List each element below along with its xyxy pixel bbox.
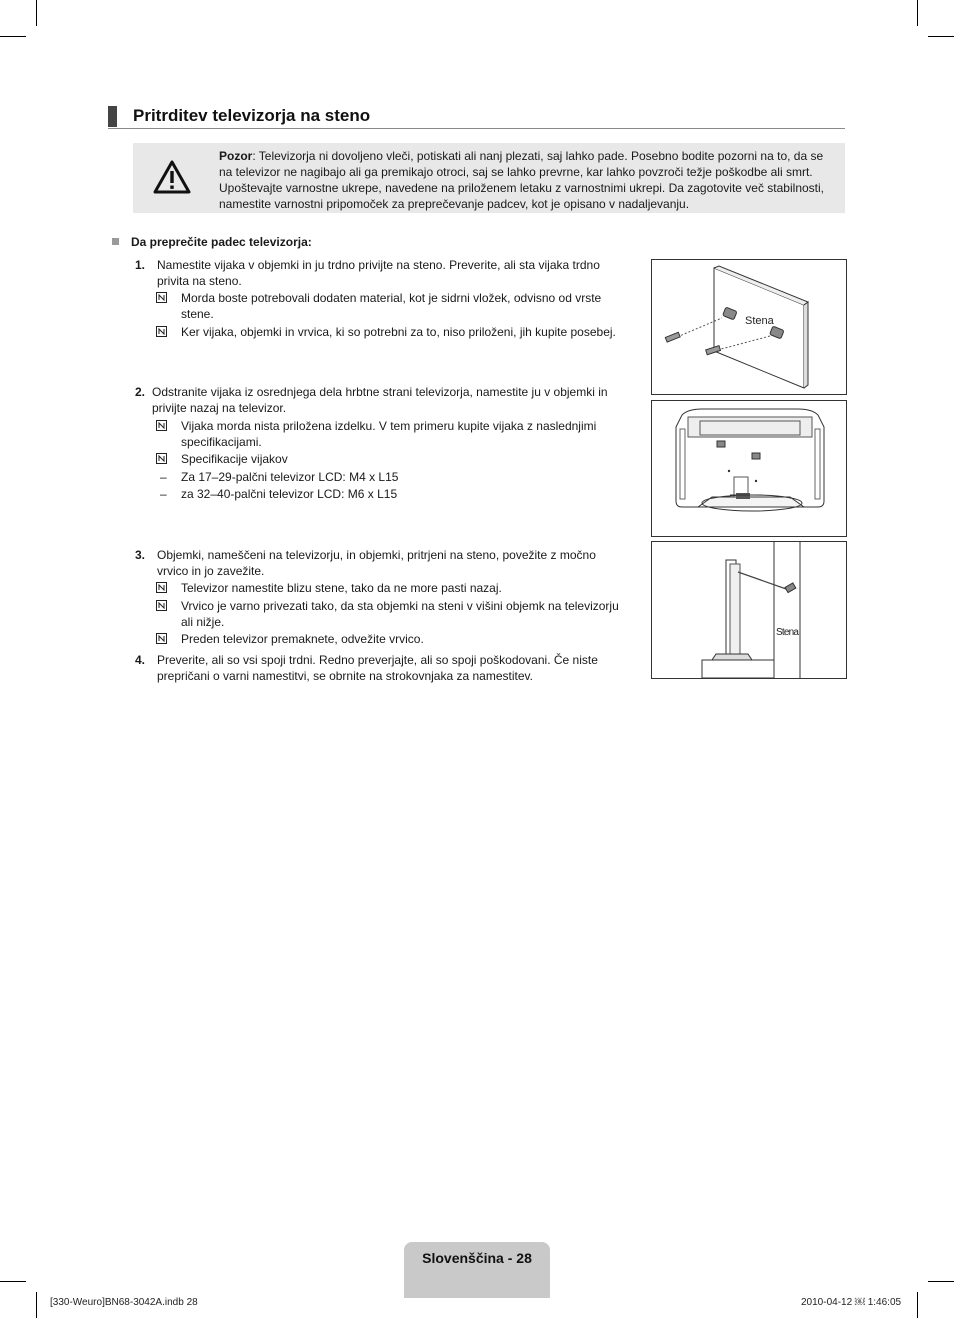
figure-wall-brackets [651,259,847,395]
wall-bracket-illustration [652,260,846,394]
caution-body: : Televizorja ni dovoljeno vleči, potiskati ali nanj plezati, saj lahko pade. Posebno bodite pozorni na to, da se na televizor ne nagibajo ali ga premikajo otroci, saj se lahko prevrne, kar lahko povzroči težje poškodbe ali smrt. Upoštevajte varnostne ukrepe, navedene na priloženem letaku z varnostnimi ukrepi. Da zagotovite več stabilnosti, namestite varnostni pripomoček za preprečevanje padcev, kot je opisano v nadaljevanju. [219,149,824,211]
wall-label: Stena [776,627,799,638]
note-icon [156,420,167,431]
title-marker-bar [108,106,117,127]
step-text: Namestite vijaka v objemki in ju trdno privijte na steno. Preverite, ali sta vijaka trdno privita na steno. [157,258,600,288]
warning-triangle-icon [153,160,191,195]
print-date-info: 2010-04-12 ￼ 1:46:05 [801,1297,902,1308]
note-text: Vrvico je varno privezati tako, da sta objemki na steni v višini objemk na televizorju ali nižje. [181,599,619,629]
step-number: 1. [135,258,146,272]
crop-mark [36,0,37,26]
step-number: 2. [135,385,146,399]
note-text: Vijaka morda nista priložena izdelku. V tem primeru kupite vijaka z naslednjimi specifikacijami. [181,419,597,449]
step-number: 4. [135,653,146,667]
note-icon [156,453,167,464]
spec-text: Za 17–29-palčni televizor LCD: M4 x L15 [181,470,399,484]
figure-tv-side [651,541,847,679]
step-text: Odstranite vijaka iz osrednjega dela hrbtne strani televizorja, namestite ju v objemki in privijte nazaj na televizor. [152,385,608,415]
wall-label: Stena [745,315,774,327]
figure-tv-back [651,400,847,537]
tv-side-illustration [652,542,846,678]
caution-label: Pozor [219,149,253,163]
note-icon [156,600,167,611]
page-title: Pritrditev televizorja na steno [133,106,371,125]
note-icon [156,633,167,644]
crop-mark [917,1292,918,1318]
note-text: Preden televizor premaknete, odvežite vrvico. [181,632,424,646]
crop-mark [36,1292,37,1318]
subheading [112,235,312,249]
note-icon [156,292,167,303]
page-number-tab [404,1242,550,1298]
note-text: Morda boste potrebovali dodaten material, kot je sidrni vložek, odvisno od vrste stene. [181,291,602,321]
screw-icon [785,583,796,593]
note-text: Specifikacije vijakov [181,452,288,466]
note-icon [156,326,167,337]
page-number: Slovenščina - 28 [422,1250,532,1266]
caution-text [219,148,835,212]
note-text: Televizor namestite blizu stene, tako da ne more pasti nazaj. [181,581,502,595]
crop-mark [928,36,954,37]
spec-text: za 32–40-palčni televizor LCD: M6 x L15 [181,487,398,501]
print-file-info: [330-Weuro]BN68-3042A.indb 28 [50,1297,198,1308]
crop-mark [0,1281,26,1282]
section-header [108,104,845,129]
crop-mark [917,0,918,26]
step-text: Preverite, ali so vsi spoji trdni. Redno preverjajte, ali so spoji poškodovani. Če niste prepričani o varni namestitvi, se obrnite na strokovnjaka za namestitev. [157,653,598,683]
note-text: Ker vijaka, objemki in vrvica, ki so potrebni za to, niso priloženi, jih kupite posebej. [181,325,616,339]
caution-box [133,143,845,213]
tv-back-illustration [652,401,846,536]
step-number: 3. [135,548,146,562]
crop-mark [928,1281,954,1282]
subheading-text: Da preprečite padec televizorja: [131,235,312,249]
crop-mark [0,36,26,37]
step-text: Objemki, nameščeni na televizorju, in objemki, pritrjeni na steno, povežite z močno vrvico in jo zavežite. [157,548,596,578]
square-bullet-icon [112,238,119,245]
note-icon [156,582,167,593]
